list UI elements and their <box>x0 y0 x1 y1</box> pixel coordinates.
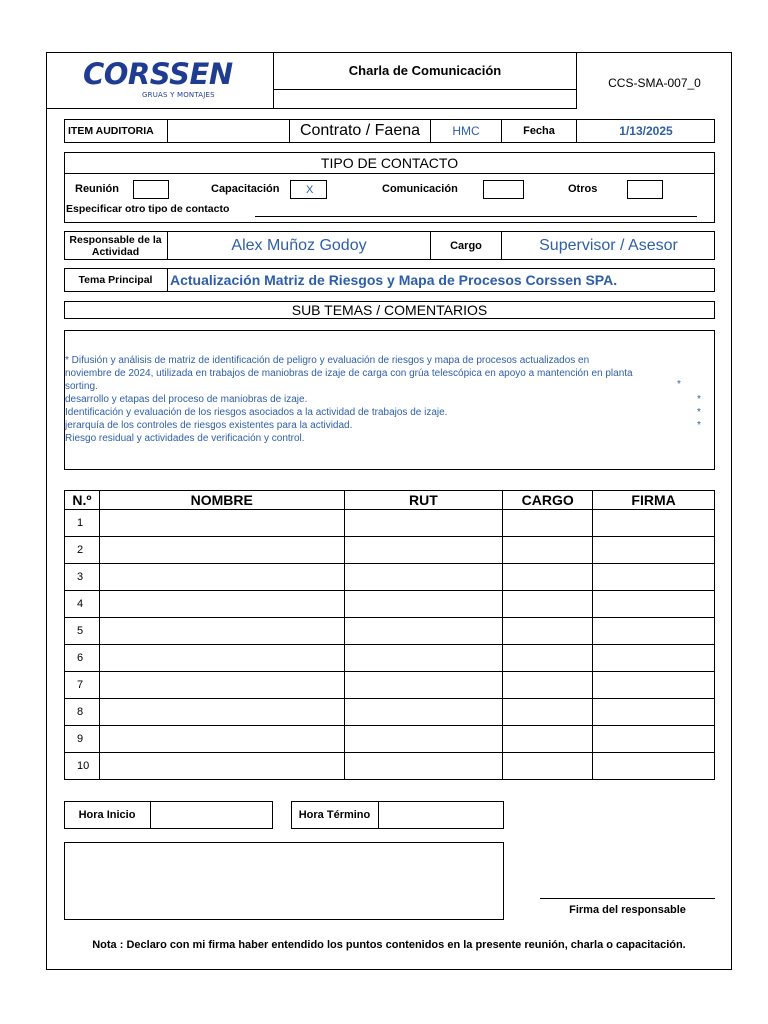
rut-cell[interactable] <box>344 618 503 645</box>
subtemas-box[interactable] <box>64 330 715 470</box>
contact-title: TIPO DE CONTACTO <box>64 152 715 174</box>
cargo-cell[interactable] <box>503 618 593 645</box>
item-auditoria-field[interactable] <box>168 119 290 143</box>
firma-cell[interactable] <box>593 726 715 753</box>
row-number: 10 <box>65 753 100 780</box>
form-code: CCS-SMA-007_0 <box>608 75 701 90</box>
subtema-bullet-3: * <box>697 407 701 418</box>
rut-cell[interactable] <box>344 726 503 753</box>
table-row <box>65 618 715 645</box>
rut-cell[interactable] <box>344 753 503 780</box>
otros-checkbox[interactable] <box>627 180 663 199</box>
nombre-cell[interactable] <box>99 591 344 618</box>
subtemas-title: SUB TEMAS / COMENTARIOS <box>64 301 715 319</box>
row-number: 5 <box>65 618 100 645</box>
firma-cell[interactable] <box>593 591 715 618</box>
rut-cell[interactable] <box>344 537 503 564</box>
firma-cell[interactable] <box>593 537 715 564</box>
subtema-line-5: Identificación y evaluación de los riesgos asociados a la actividad de trabajos de izaje. <box>65 407 448 418</box>
table-row <box>65 753 715 780</box>
row-number: 7 <box>65 672 100 699</box>
nombre-cell[interactable] <box>99 753 344 780</box>
cargo-label: Cargo <box>431 231 502 260</box>
contrato-value[interactable]: HMC <box>431 119 502 143</box>
table-row <box>65 672 715 699</box>
firma-cell[interactable] <box>593 645 715 672</box>
nombre-cell[interactable] <box>99 564 344 591</box>
logo-subtitle: GRUAS Y MONTAJES <box>142 91 215 99</box>
row-number: 2 <box>65 537 100 564</box>
comunicacion-checkbox[interactable] <box>483 180 524 199</box>
subtema-bullet-1: * <box>677 379 681 390</box>
responsable-name[interactable]: Alex Muñoz Godoy <box>168 231 431 260</box>
firma-cell[interactable] <box>593 672 715 699</box>
form-title: Charla de Comunicación <box>274 52 577 90</box>
cargo-cell[interactable] <box>503 645 593 672</box>
contrato-label: Contrato / Faena <box>290 119 431 143</box>
row-number: 8 <box>65 699 100 726</box>
cargo-cell[interactable] <box>503 726 593 753</box>
subtema-line-1: * Difusión y análisis de matriz de identificación de peligro y evaluación de riesgos y mapa de procesos actualizados en <box>65 355 590 366</box>
subtema-bullet-2: * <box>697 394 701 405</box>
table-header-row <box>65 491 715 510</box>
firma-line[interactable] <box>540 898 715 899</box>
cargo-cell[interactable] <box>503 537 593 564</box>
cargo-cell[interactable] <box>503 510 593 537</box>
nombre-cell[interactable] <box>99 510 344 537</box>
subtema-line-6: jerarquía de los controles de riesgos existentes para la actividad. <box>65 420 353 431</box>
header-num: N.º <box>65 491 100 510</box>
fecha-label: Fecha <box>502 119 577 143</box>
especificar-line[interactable] <box>255 216 697 217</box>
subtema-line-2: noviembre de 2024, utilizada en trabajos de maniobras de izaje de carga con grúa telescópica en apoyo a mantención en planta <box>65 368 633 379</box>
cargo-cell[interactable] <box>503 699 593 726</box>
header-firma: FIRMA <box>593 491 715 510</box>
especificar-label: Especificar otro tipo de contacto <box>66 203 230 215</box>
nombre-cell[interactable] <box>99 726 344 753</box>
attendance-table <box>64 490 715 780</box>
item-auditoria-label: ITEM AUDITORIA <box>64 119 168 143</box>
reunion-checkbox[interactable] <box>133 180 169 199</box>
rut-cell[interactable] <box>344 699 503 726</box>
comunicacion-label: Comunicación <box>382 183 458 195</box>
hora-termino-field[interactable] <box>379 801 504 829</box>
subtema-line-4: desarrollo y etapas del proceso de maniobras de izaje. <box>65 394 308 405</box>
row-number: 4 <box>65 591 100 618</box>
rut-cell[interactable] <box>344 564 503 591</box>
table-row <box>65 510 715 537</box>
corssen-logo: CORSSEN <box>83 57 233 91</box>
observaciones-box[interactable] <box>64 842 504 920</box>
table-row <box>65 564 715 591</box>
header-rut: RUT <box>344 491 503 510</box>
row-number: 9 <box>65 726 100 753</box>
nombre-cell[interactable] <box>99 618 344 645</box>
firma-cell[interactable] <box>593 753 715 780</box>
header-cargo: CARGO <box>503 491 593 510</box>
nota-text: Nota : Declaro con mi firma haber entendido los puntos contenidos en la presente reunión, charla o capacitación. <box>92 939 686 951</box>
table-row <box>65 699 715 726</box>
header-logo-cell <box>46 52 274 109</box>
reunion-label: Reunión <box>75 183 119 195</box>
title-subcell <box>274 90 577 109</box>
cargo-cell[interactable] <box>503 672 593 699</box>
nombre-cell[interactable] <box>99 672 344 699</box>
firma-cell[interactable] <box>593 618 715 645</box>
row-number: 6 <box>65 645 100 672</box>
hora-termino-label: Hora Término <box>291 801 379 829</box>
row-number: 1 <box>65 510 100 537</box>
otros-label: Otros <box>568 183 598 195</box>
table-row <box>65 537 715 564</box>
rut-cell[interactable] <box>344 672 503 699</box>
hora-inicio-label: Hora Inicio <box>64 801 151 829</box>
rut-cell[interactable] <box>344 591 503 618</box>
subtema-line-3: sorting. <box>65 381 98 392</box>
table-row <box>65 591 715 618</box>
hora-inicio-field[interactable] <box>151 801 273 829</box>
nombre-cell[interactable] <box>99 537 344 564</box>
firma-cell[interactable] <box>593 510 715 537</box>
cargo-cell[interactable] <box>503 591 593 618</box>
table-row <box>65 726 715 753</box>
header-nombre: NOMBRE <box>99 491 344 510</box>
subtema-line-7: Riesgo residual y actividades de verificación y control. <box>65 433 305 444</box>
firma-cell[interactable] <box>593 564 715 591</box>
firma-responsable-label: Firma del responsable <box>569 904 686 916</box>
capacitacion-checkbox[interactable]: X <box>290 180 327 199</box>
responsable-label: Responsable de la Actividad <box>64 231 168 260</box>
cargo-value[interactable]: Supervisor / Asesor <box>539 236 678 254</box>
rut-cell[interactable] <box>344 645 503 672</box>
tema-label: Tema Principal <box>64 268 168 292</box>
rut-cell[interactable] <box>344 510 503 537</box>
cargo-cell[interactable] <box>503 564 593 591</box>
nombre-cell[interactable] <box>99 645 344 672</box>
fecha-value[interactable]: 1/13/2025 <box>619 124 673 138</box>
table-row <box>65 645 715 672</box>
firma-cell[interactable] <box>593 699 715 726</box>
row-number: 3 <box>65 564 100 591</box>
cargo-cell[interactable] <box>503 753 593 780</box>
nombre-cell[interactable] <box>99 699 344 726</box>
subtema-bullet-4: * <box>697 420 701 431</box>
tema-value[interactable]: Actualización Matriz de Riesgos y Mapa de Procesos Corssen SPA. <box>170 272 618 288</box>
capacitacion-label: Capacitación <box>211 183 280 195</box>
